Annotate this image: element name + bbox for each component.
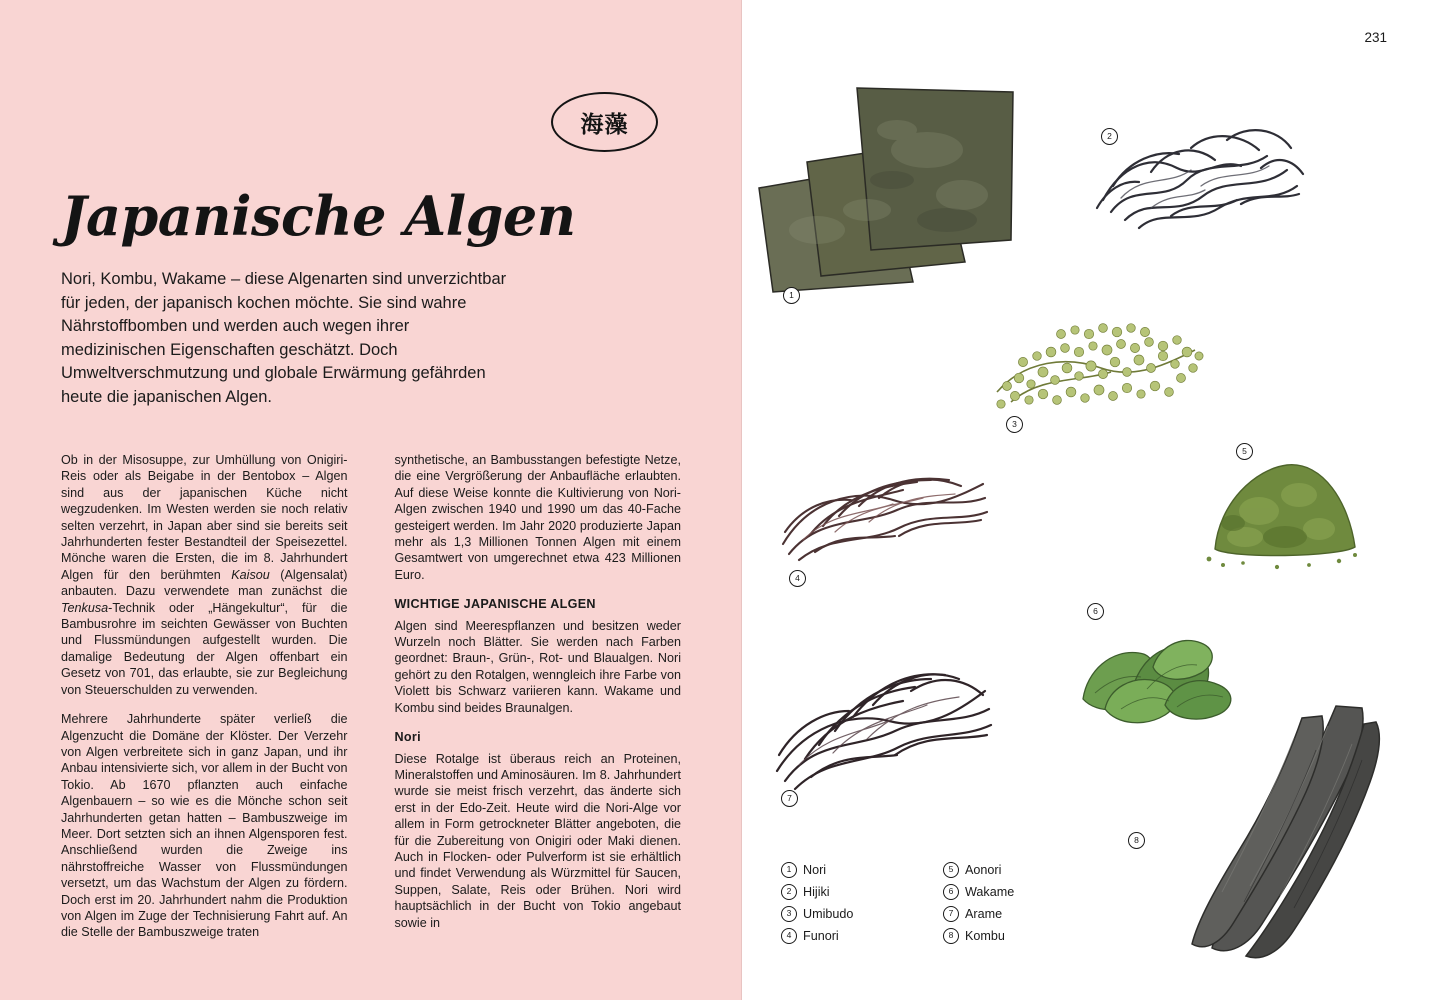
marker-1: 1	[783, 287, 800, 304]
right-page	[741, 0, 1433, 1000]
page-title: Japanische Algen	[61, 184, 576, 248]
intro-paragraph: Nori, Kombu, Wakame – diese Algenarten sind unverzichtbar für jeden, der japanisch kochen möchte. Sie sind wahre Nährstoffbomben und werden auch wegen ihrer medizinischen Eigenschaften geschätzt. Doch Umweltverschmutzung und globale Erwärmung gefährden heute die japanischen Algen.	[61, 270, 507, 406]
japanese-kanji-badge	[551, 92, 658, 152]
legend-column-right	[943, 862, 1063, 950]
page-gutter	[741, 0, 742, 1000]
kanji-text: 海藻	[580, 111, 629, 138]
legend-label: Hijiki	[803, 885, 830, 899]
legend-label: Arame	[965, 907, 1003, 921]
marker-5: 5	[1236, 443, 1253, 460]
legend-number: 8	[943, 928, 959, 944]
paragraph-2: Mehrere Jahrhunderte später verließ die Algenzucht die Domäne der Klöster. Der Verzehr von Algen verbreitete sich in ganz Japan, und ihr Anbau intensivierte sich, vor allem in der Bucht von Tokio. Ab 1670 pflanzten auch einfache Algenbauern – so wie es die Mönche schon seit Jahrhunderten getan hatten – Bambuszweige im Meer. Dort setzten sich an ihnen Algensporen fest. Anschließend wurden die Zweige ins nährstoffreiche Wasser von Flussmündungen versetzt, um das Wachstum der Algen zu fördern. Doch erst im 20. Jahrhundert nahm die Produktion von Algen im Zuge der Technisierung Fahrt auf. An die Stelle der Bambuszweige traten	[61, 712, 348, 940]
body-columns	[61, 452, 681, 954]
column-right	[395, 452, 682, 954]
marker-3: 3	[1006, 416, 1023, 433]
marker-8: 8	[1128, 832, 1145, 849]
legend-item	[943, 906, 1063, 922]
p1-italic-tenkusa: Tenkusa	[61, 600, 109, 615]
legend-label: Nori	[803, 863, 827, 877]
legend-label: Wakame	[965, 885, 1015, 899]
legend-item	[943, 928, 1063, 944]
legend-item	[781, 906, 901, 922]
illustration-arame	[761, 625, 1011, 805]
legend	[781, 862, 1081, 950]
p1-segment-2: (Algensalat) anbauten. Dazu verwendete man zunächst die	[61, 567, 348, 599]
paragraph-1	[61, 452, 348, 698]
p1-segment-3: -Technik oder „Hängekultur“, für die Bambusrohre im seichten Gewässer von Buchten und Flussmündungen aufgestellt wurden. Die damalige Bedeutung der Algen offenbart ein Gesetz von 701, das erlaubte, sie zur Begleichung von Steuerschulden zu verwenden.	[61, 600, 348, 697]
marker-2: 2	[1101, 128, 1118, 145]
legend-number: 3	[781, 906, 797, 922]
marker-4: 4	[789, 570, 806, 587]
paragraph-5: Diese Rotalge ist überaus reich an Proteinen, Mineralstoffen und Aminosäuren. Im 8. Jahrhundert wurde sie meist frisch verzehrt, das änderte sich erst in der Edo-Zeit. Heute wird die Nori-Alge vor allem in Form getrockneter Blätter angeboten, die für die Zubereitung von Onigiri oder Maki dienen. Auch in Flocken- oder Pulverform ist sie erhältlich und findet Verwendung als Würzmittel für Saucen, Suppen, Salate, Reis oder Brühen. Nori wird hauptsächlich in der Bucht von Tokio angebaut sowie in	[394, 751, 681, 930]
legend-item	[943, 884, 1063, 900]
legend-number: 2	[781, 884, 797, 900]
marker-7: 7	[781, 790, 798, 807]
legend-item	[943, 862, 1063, 878]
illustration-kombu	[1166, 690, 1416, 970]
subheading-wichtige-algen: WICHTIGE JAPANISCHE ALGEN	[394, 597, 596, 612]
legend-label: Aonori	[965, 863, 1002, 877]
legend-number: 6	[943, 884, 959, 900]
paragraph-4: Algen sind Meerespflanzen und besitzen weder Wurzeln noch Blätter. Sie werden nach Farben geordnet: Braun-, Grün-, Rot- und Blaualgen. Nori gehört zu den Rotalgen, wenngleich ihre Farbe von Violett bis Schwarz variieren kann. Wakame und Kombu sind beides Braunalgen.	[394, 618, 681, 715]
legend-column-left	[781, 862, 901, 950]
legend-number: 1	[781, 862, 797, 878]
illustration-umibudo	[971, 290, 1221, 420]
legend-item	[781, 862, 901, 878]
illustration-aonori	[1189, 425, 1369, 570]
legend-item	[781, 928, 901, 944]
legend-item	[781, 884, 901, 900]
column-left	[61, 452, 348, 954]
legend-label: Funori	[803, 929, 839, 943]
illustration-nori-sheets	[747, 70, 1067, 300]
subheading-nori: Nori	[394, 730, 421, 745]
page-number: 231	[1364, 30, 1387, 45]
paragraph-3: synthetische, an Bambusstangen befestigte Netze, die eine Vergrößerung der Anbaufläche erlaubten. Auf diese Weise konnte die Kultivierung von Nori-Algen zwischen 1940 und 1990 um das 40-Fache gesteigert werden. Im Jahr 2020 produzierte Japan mehr als 1,3 Millionen Tonnen Algen mit einem Gesamtwert von umgerechnet etwa 423 Millionen Euro.	[394, 453, 681, 582]
legend-number: 5	[943, 862, 959, 878]
p1-italic-kaisou: Kaisou	[231, 567, 270, 582]
legend-number: 7	[943, 906, 959, 922]
illustration-funori	[769, 440, 999, 575]
legend-label: Kombu	[965, 929, 1005, 943]
illustration-hijiki	[1091, 108, 1311, 238]
marker-6: 6	[1087, 603, 1104, 620]
legend-label: Umibudo	[803, 907, 854, 921]
legend-number: 4	[781, 928, 797, 944]
p1-segment-1: Ob in der Misosuppe, zur Umhüllung von Onigiri-Reis oder als Beigabe in der Bentobox – Algen sind aus der japanischen Küche nicht wegzudenken. Im Westen werden sie noch relativ selten verzehrt, in Japan aber sind sie bereits seit Jahrhunderten fester Bestandteil der Speisezettel. Mönche waren die Ersten, die im 8. Jahrhundert Algen für den berühmten	[61, 453, 348, 582]
